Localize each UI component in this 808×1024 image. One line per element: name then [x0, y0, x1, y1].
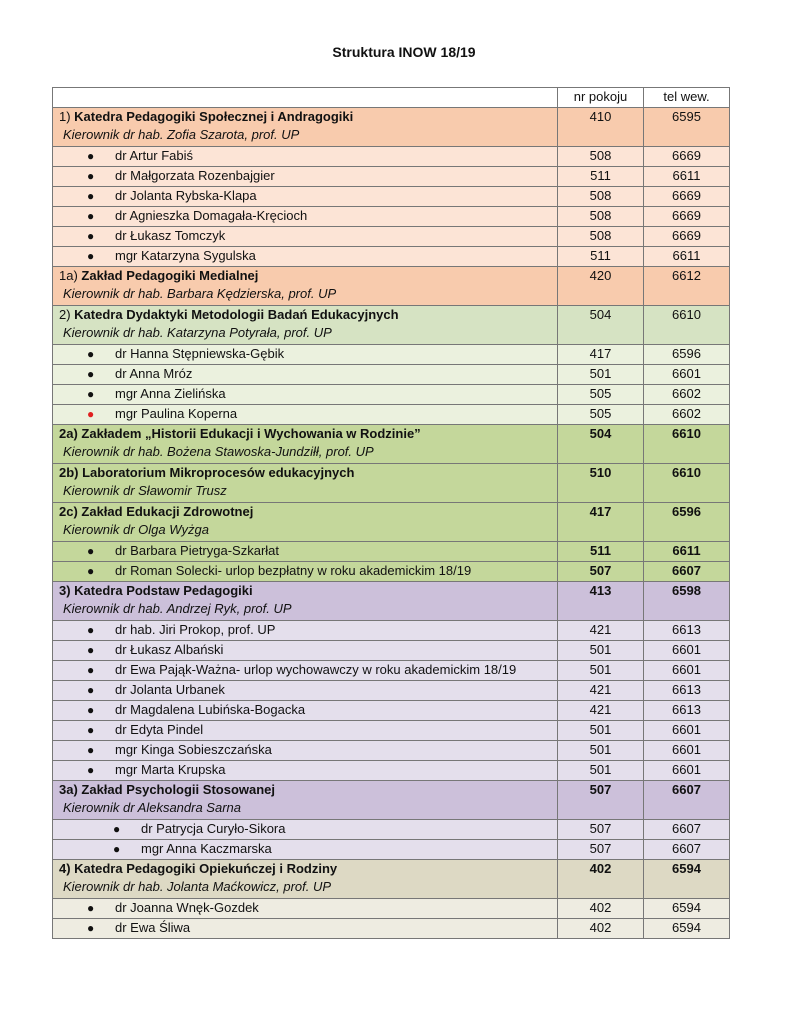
phone-extension: 6601 — [644, 741, 730, 761]
room-number: 511 — [558, 542, 644, 562]
member-row — [53, 405, 730, 425]
phone-extension: 6610 — [644, 306, 730, 345]
member-name: dr Artur Fabiś — [115, 148, 194, 163]
unit-name: 2a) Zakładem „Historii Edukacji i Wychowania w Rodzinie” — [59, 426, 421, 441]
member-name: dr Jolanta Rybska-Klapa — [115, 188, 257, 203]
department-row — [53, 582, 730, 621]
member-name: dr Hanna Stępniewska-Gębik — [115, 346, 285, 361]
phone-extension: 6613 — [644, 621, 730, 641]
phone-extension: 6602 — [644, 405, 730, 425]
department-name: 2) Katedra Dydaktyki Metodologii Badań Edukacyjnych — [59, 307, 399, 322]
member-name: dr Joanna Wnęk-Gozdek — [115, 900, 259, 915]
unit-row — [53, 425, 730, 464]
member-row — [53, 641, 730, 661]
phone-extension: 6601 — [644, 365, 730, 385]
member-name: dr Roman Solecki- urlop bezpłatny w roku akademickim 18/19 — [115, 563, 472, 578]
bullet-icon: ● — [87, 663, 95, 677]
department-cell — [53, 108, 558, 147]
room-number: 505 — [558, 405, 644, 425]
room-number: 507 — [558, 820, 644, 840]
bullet-icon: ● — [113, 842, 121, 856]
phone-extension: 6610 — [644, 425, 730, 464]
unit-head: Kierownik dr Olga Wyżga — [63, 522, 209, 537]
bullet-icon: ● — [87, 643, 95, 657]
room-number: 507 — [558, 840, 644, 860]
unit-cell — [53, 425, 558, 464]
member-row — [53, 899, 730, 919]
room-number: 410 — [558, 108, 644, 147]
unit-row — [53, 503, 730, 542]
member-name: dr Edyta Pindel — [115, 722, 204, 737]
phone-extension: 6607 — [644, 562, 730, 582]
department-head: Kierownik dr hab. Barbara Kędzierska, prof. UP — [63, 286, 337, 301]
member-row — [53, 542, 730, 562]
room-number: 417 — [558, 503, 644, 542]
bullet-icon: ● — [87, 209, 95, 223]
bullet-icon: ● — [87, 387, 95, 401]
member-row — [53, 661, 730, 681]
member-row — [53, 820, 730, 840]
phone-extension: 6602 — [644, 385, 730, 405]
phone-extension: 6613 — [644, 701, 730, 721]
member-row — [53, 621, 730, 641]
room-number: 501 — [558, 661, 644, 681]
member-name: mgr Paulina Koperna — [115, 406, 238, 421]
unit-head: Kierownik dr hab. Bożena Stawoska-Jundziłł, prof. UP — [63, 444, 374, 459]
member-name: mgr Anna Zielińska — [115, 386, 226, 401]
department-row — [53, 108, 730, 147]
header-cell-tel: tel wew. — [644, 88, 730, 108]
member-name: dr Magdalena Lubińska-Bogacka — [115, 702, 306, 717]
member-row — [53, 187, 730, 207]
room-number: 402 — [558, 919, 644, 939]
member-name: mgr Marta Krupska — [115, 762, 226, 777]
member-row — [53, 701, 730, 721]
member-name: mgr Anna Kaczmarska — [141, 841, 272, 856]
bullet-icon: ● — [87, 189, 95, 203]
room-number: 417 — [558, 345, 644, 365]
member-name: dr Małgorzata Rozenbajgier — [115, 168, 275, 183]
room-number: 421 — [558, 701, 644, 721]
unit-head: Kierownik dr Aleksandra Sarna — [63, 800, 241, 815]
room-number: 501 — [558, 721, 644, 741]
member-row — [53, 345, 730, 365]
phone-extension: 6601 — [644, 761, 730, 781]
phone-extension: 6610 — [644, 464, 730, 503]
phone-extension: 6598 — [644, 582, 730, 621]
department-head: Kierownik dr hab. Katarzyna Potyrała, prof. UP — [63, 325, 332, 340]
phone-extension: 6669 — [644, 187, 730, 207]
member-name: dr Agnieszka Domagała-Kręcioch — [115, 208, 308, 223]
header-cell-room: nr pokoju — [558, 88, 644, 108]
phone-extension: 6669 — [644, 227, 730, 247]
room-number: 508 — [558, 227, 644, 247]
room-number: 507 — [558, 562, 644, 582]
room-number: 413 — [558, 582, 644, 621]
member-name: dr hab. Jiri Prokop, prof. UP — [115, 622, 276, 637]
unit-head: Kierownik dr Sławomir Trusz — [63, 483, 227, 498]
phone-extension: 6595 — [644, 108, 730, 147]
bullet-icon: ● — [87, 763, 95, 777]
phone-extension: 6669 — [644, 207, 730, 227]
room-number: 507 — [558, 781, 644, 820]
room-number: 501 — [558, 741, 644, 761]
unit-cell — [53, 781, 558, 820]
room-number: 511 — [558, 247, 644, 267]
member-name: mgr Katarzyna Sygulska — [115, 248, 256, 263]
unit-row — [53, 464, 730, 503]
phone-extension: 6669 — [644, 147, 730, 167]
bullet-icon: ● — [87, 703, 95, 717]
phone-extension: 6611 — [644, 247, 730, 267]
phone-extension: 6596 — [644, 503, 730, 542]
phone-extension: 6613 — [644, 681, 730, 701]
member-row — [53, 167, 730, 187]
department-name: 3) Katedra Podstaw Pedagogiki — [59, 583, 253, 598]
member-name: mgr Kinga Sobieszczańska — [115, 742, 272, 757]
page-title: Struktura INOW 18/19 — [332, 44, 476, 60]
phone-extension: 6596 — [644, 345, 730, 365]
phone-extension: 6601 — [644, 721, 730, 741]
department-name: 4) Katedra Pedagogiki Opiekuńczej i Rodziny — [59, 861, 338, 876]
room-number: 511 — [558, 167, 644, 187]
header-cell-name — [53, 88, 558, 108]
bullet-icon: ● — [87, 743, 95, 757]
bullet-icon: ● — [87, 921, 95, 935]
bullet-icon: ● — [87, 149, 95, 163]
unit-name: 2b) Laboratorium Mikroprocesów edukacyjnych — [59, 465, 355, 480]
phone-extension: 6612 — [644, 267, 730, 306]
unit-name: 3a) Zakład Psychologii Stosowanej — [59, 782, 276, 797]
room-number: 402 — [558, 860, 644, 899]
room-number: 508 — [558, 207, 644, 227]
phone-extension: 6594 — [644, 899, 730, 919]
room-number: 504 — [558, 425, 644, 464]
member-row — [53, 247, 730, 267]
department-cell — [53, 860, 558, 899]
member-name: dr Barbara Pietryga-Szkarłat — [115, 543, 280, 558]
member-name: dr Łukasz Tomczyk — [115, 228, 226, 243]
department-cell — [53, 267, 558, 306]
department-row — [53, 860, 730, 899]
room-number: 421 — [558, 621, 644, 641]
member-row — [53, 741, 730, 761]
department-head: Kierownik dr hab. Jolanta Maćkowicz, prof. UP — [63, 879, 332, 894]
phone-extension: 6607 — [644, 781, 730, 820]
member-row — [53, 207, 730, 227]
member-row — [53, 681, 730, 701]
room-number: 505 — [558, 385, 644, 405]
room-number: 504 — [558, 306, 644, 345]
department-row — [53, 306, 730, 345]
member-name: dr Patrycja Curyło-Sikora — [141, 821, 286, 836]
member-row — [53, 562, 730, 582]
member-row — [53, 919, 730, 939]
structure-table — [52, 87, 730, 939]
bullet-icon: ● — [87, 544, 95, 558]
bullet-icon: ● — [113, 822, 121, 836]
room-number: 421 — [558, 681, 644, 701]
unit-row — [53, 781, 730, 820]
department-head: Kierownik dr hab. Zofia Szarota, prof. UP — [63, 127, 300, 142]
room-number: 501 — [558, 641, 644, 661]
department-cell — [53, 582, 558, 621]
unit-cell — [53, 503, 558, 542]
member-row — [53, 840, 730, 860]
phone-extension: 6611 — [644, 167, 730, 187]
phone-extension: 6607 — [644, 820, 730, 840]
bullet-icon: ● — [87, 249, 95, 263]
unit-cell — [53, 464, 558, 503]
bullet-icon: ● — [87, 169, 95, 183]
member-row — [53, 721, 730, 741]
bullet-icon: ● — [87, 623, 95, 637]
member-row — [53, 385, 730, 405]
header-row — [53, 88, 730, 108]
phone-extension: 6601 — [644, 641, 730, 661]
bullet-icon: ● — [87, 564, 95, 578]
bullet-icon: ● — [87, 901, 95, 915]
member-row — [53, 227, 730, 247]
room-number: 508 — [558, 187, 644, 207]
member-name: dr Anna Mróz — [115, 366, 193, 381]
department-row — [53, 267, 730, 306]
bullet-icon: ● — [87, 347, 95, 361]
room-number: 508 — [558, 147, 644, 167]
phone-extension: 6594 — [644, 919, 730, 939]
room-number: 501 — [558, 365, 644, 385]
red-bullet-icon: ● — [87, 407, 95, 421]
member-name: dr Ewa Pająk-Ważna- urlop wychowawczy w roku akademickim 18/19 — [115, 662, 517, 677]
bullet-icon: ● — [87, 367, 95, 381]
room-number: 501 — [558, 761, 644, 781]
department-name: 1) Katedra Pedagogiki Społecznej i Andragogiki — [59, 109, 354, 124]
member-row — [53, 365, 730, 385]
unit-name: 2c) Zakład Edukacji Zdrowotnej — [59, 504, 254, 519]
member-row — [53, 147, 730, 167]
member-name: dr Łukasz Albański — [115, 642, 224, 657]
department-cell — [53, 306, 558, 345]
bullet-icon: ● — [87, 683, 95, 697]
member-name: dr Jolanta Urbanek — [115, 682, 225, 697]
member-row — [53, 761, 730, 781]
phone-extension: 6607 — [644, 840, 730, 860]
room-number: 510 — [558, 464, 644, 503]
member-name: dr Ewa Śliwa — [115, 920, 191, 935]
room-number: 402 — [558, 899, 644, 919]
phone-extension: 6611 — [644, 542, 730, 562]
department-name: 1a) Zakład Pedagogiki Medialnej — [59, 268, 259, 283]
department-head: Kierownik dr hab. Andrzej Ryk, prof. UP — [63, 601, 292, 616]
phone-extension: 6594 — [644, 860, 730, 899]
phone-extension: 6601 — [644, 661, 730, 681]
bullet-icon: ● — [87, 229, 95, 243]
room-number: 420 — [558, 267, 644, 306]
bullet-icon: ● — [87, 723, 95, 737]
